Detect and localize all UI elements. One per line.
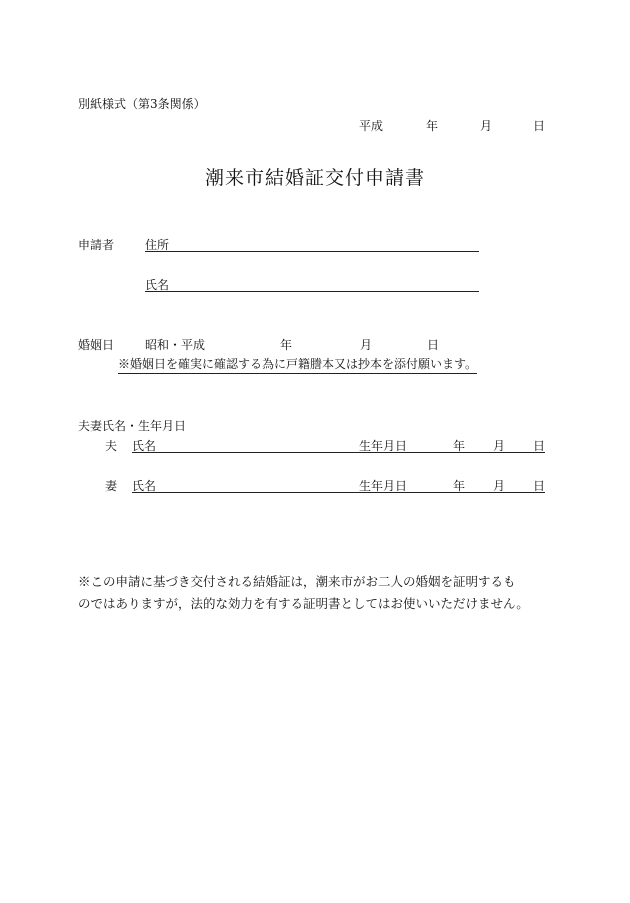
wife-birth-label: 生年月日 <box>359 479 408 493</box>
form-label: 別紙様式（第3条関係） <box>78 97 206 111</box>
date-era: 平成 <box>359 119 384 133</box>
wife-role: 妻 <box>105 479 118 493</box>
marriage-date-label: 婚姻日 <box>78 338 115 352</box>
page-title: 潮来市結婚証交付申請書 <box>205 167 426 189</box>
wife-birth-day: 日 <box>533 479 546 493</box>
date-year-label: 年 <box>426 119 439 133</box>
marriage-date-note: ※婚姻日を確実に確認する為に戸籍謄本又は抄本を添付願います。 <box>118 355 477 374</box>
husband-name-field[interactable] <box>132 437 545 453</box>
marriage-day-label: 日 <box>427 338 440 352</box>
husband-birth-year: 年 <box>453 439 466 453</box>
husband-birth-day: 日 <box>533 439 546 453</box>
legal-notice-line-1: ※この申請に基づき交付される結婚証は，潮来市がお二人の婚姻を証明するも <box>78 574 516 589</box>
date-day-label: 日 <box>533 119 546 133</box>
husband-birth-label: 生年月日 <box>359 439 408 453</box>
applicant-label: 申請者 <box>78 238 115 252</box>
applicant-name-field[interactable] <box>145 276 479 292</box>
wife-name-field[interactable] <box>132 477 545 493</box>
name-label: 氏名 <box>145 278 170 292</box>
date-month-label: 月 <box>480 119 493 133</box>
legal-notice <box>78 571 529 615</box>
husband-name-label: 氏名 <box>132 439 157 453</box>
marriage-month-label: 月 <box>360 338 373 352</box>
wife-birth-month: 月 <box>493 479 506 493</box>
couple-heading: 夫妻氏名・生年月日 <box>78 419 187 433</box>
marriage-era: 昭和・平成 <box>145 338 206 352</box>
husband-role: 夫 <box>105 439 118 453</box>
legal-notice-line-2: のではありますが，法的な効力を有する証明書としてはお使いいただけません。 <box>78 596 529 611</box>
wife-birth-year: 年 <box>453 479 466 493</box>
address-label: 住所 <box>145 238 170 252</box>
marriage-year-label: 年 <box>280 338 293 352</box>
husband-birth-month: 月 <box>493 439 506 453</box>
wife-name-label: 氏名 <box>132 479 157 493</box>
address-field[interactable] <box>145 236 479 252</box>
